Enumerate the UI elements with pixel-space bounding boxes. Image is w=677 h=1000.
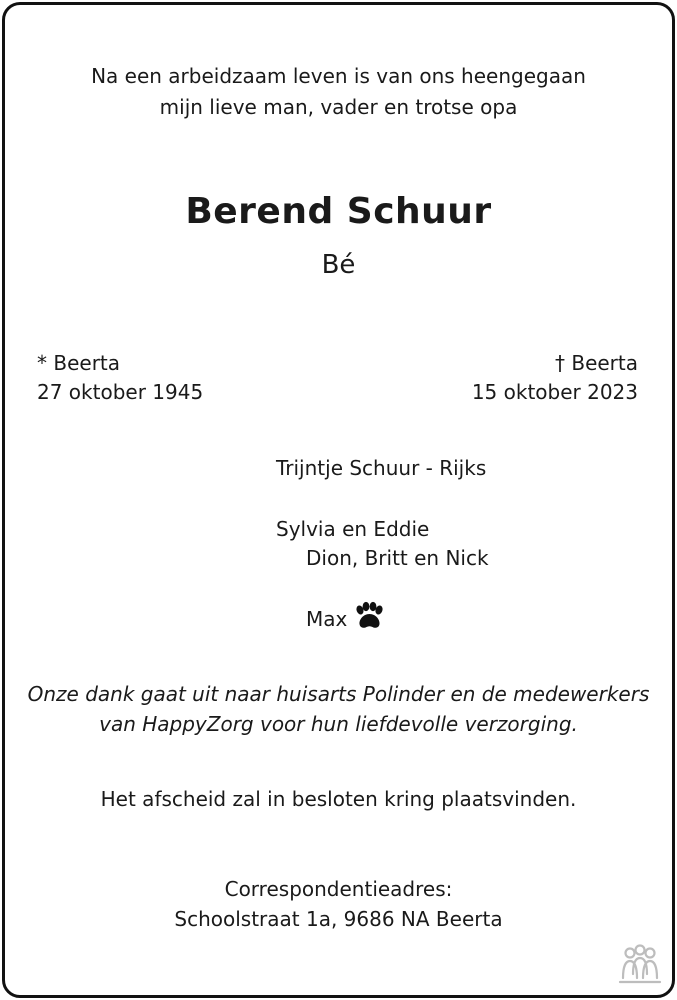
people-group-icon xyxy=(616,944,664,986)
intro-line-2: mijn lieve man, vader en trotse opa xyxy=(159,95,518,119)
birth-date: 27 oktober 1945 xyxy=(37,380,204,404)
grandchildren-names: Dion, Britt en Nick xyxy=(306,546,489,570)
farewell-notice: Het afscheid zal in besloten kring plaatsvinden. xyxy=(100,787,577,811)
correspondence-address: Schoolstraat 1a, 9686 NA Beerta xyxy=(174,907,503,931)
thanks-line-1: Onze dank gaat uit naar huisarts Polinder en de medewerkers xyxy=(27,682,650,706)
paw-icon xyxy=(352,601,384,631)
death-place: † Beerta xyxy=(554,351,638,375)
correspondence-label: Correspondentieadres: xyxy=(224,877,453,901)
obituary-card xyxy=(2,2,675,998)
birth-place: * Beerta xyxy=(37,351,121,375)
deceased-name: Berend Schuur xyxy=(185,191,492,232)
spouse-name: Trijntje Schuur - Rijks xyxy=(276,456,487,480)
children-names: Sylvia en Eddie xyxy=(276,517,430,541)
death-date: 15 oktober 2023 xyxy=(471,380,638,404)
pet-name: Max xyxy=(306,607,348,631)
thanks-line-2: van HappyZorg voor hun liefdevolle verzorging. xyxy=(99,712,578,736)
deceased-nickname: Bé xyxy=(321,250,356,280)
intro-line-1: Na een arbeidzaam leven is van ons heengegaan xyxy=(91,64,586,88)
